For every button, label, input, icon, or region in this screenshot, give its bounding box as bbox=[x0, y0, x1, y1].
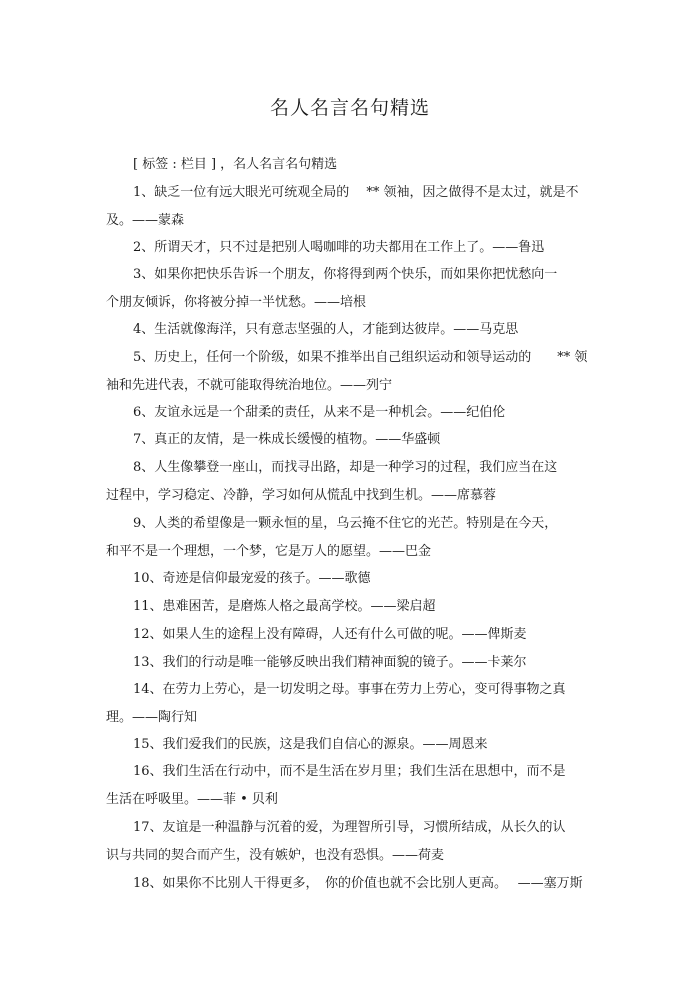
quote-6: 6、友谊永远是一个甜柔的责任，从来不是一种机会。——纪伯伦 bbox=[133, 405, 506, 420]
quote-3-line-1: 3、如果你把快乐告诉一个朋友，你将得到两个快乐，而如果你把忧愁向一 bbox=[133, 267, 558, 282]
quote-7: 7、真正的友情，是一株成长缓慢的植物。——华盛顿 bbox=[133, 432, 441, 447]
quote-18: 18、如果你不比别人干得更多， 你的价值也就不会比别人更高。 ——塞万斯 bbox=[133, 876, 583, 891]
quote-16-line-2: 生活在呼吸里。——菲 • 贝利 bbox=[106, 792, 278, 807]
quote-5-line-2: 袖和先进代表，不就可能取得统治地位。——列宁 bbox=[106, 378, 393, 393]
quote-10: 10、奇迹是信仰最宠爱的孩子。——歌德 bbox=[133, 571, 371, 586]
quote-17-line-2: 识与共同的契合而产生，没有嫉妒，也没有恐惧。——荷麦 bbox=[106, 848, 445, 863]
quote-1-line-2: 及。——蒙森 bbox=[106, 213, 185, 228]
quote-9-line-1: 9、人类的希望像是一颗永恒的星，乌云掩不住它的光芒。特别是在今天， bbox=[133, 516, 558, 531]
quote-11: 11、患难困苦，是磨炼人格之最高学校。——梁启超 bbox=[133, 599, 436, 614]
quote-4: 4、生活就像海洋，只有意志坚强的人，才能到达彼岸。——马克思 bbox=[133, 322, 519, 337]
quote-16-line-1: 16、我们生活在行动中，而不是生活在岁月里；我们生活在思想中，而不是 bbox=[133, 764, 566, 779]
quote-14-line-1: 14、在劳力上劳心，是一切发明之母。事事在劳力上劳心，变可得事物之真 bbox=[133, 682, 566, 697]
page-title: 名人名言名句精选 bbox=[269, 97, 430, 119]
quote-8-line-1: 8、人生像攀登一座山，而找寻出路，却是一种学习的过程，我们应当在这 bbox=[133, 460, 558, 475]
quote-13: 13、我们的行动是唯一能够反映出我们精神面貌的镜子。——卡莱尔 bbox=[133, 655, 527, 670]
quote-15: 15、我们爱我们的民族，这是我们自信心的源泉。——周恩来 bbox=[133, 737, 488, 752]
quote-2: 2、所谓天才，只不过是把别人喝咖啡的功夫都用在工作上了。——鲁迅 bbox=[133, 240, 545, 255]
quote-14-line-2: 理。——陶行知 bbox=[106, 710, 198, 725]
quote-9-line-2: 和平不是一个理想，一个梦，它是万人的愿望。——巴金 bbox=[106, 544, 432, 559]
quote-8-line-2: 过程中，学习稳定、冷静，学习如何从慌乱中找到生机。——席慕蓉 bbox=[106, 488, 497, 503]
quote-17-line-1: 17、友谊是一种温静与沉着的爱，为理智所引导，习惯所结成，从长久的认 bbox=[133, 820, 566, 835]
quote-3-line-2: 个朋友倾诉，你将被分掉一半忧愁。——培根 bbox=[106, 295, 367, 310]
quote-1-line-1: 1、缺乏一位有远大眼光可统观全局的 ** 领袖，因之做得不是太过，就是不 bbox=[133, 185, 579, 200]
tag-line: [ 标签 : 栏目 ] ，名人名言名句精选 bbox=[133, 157, 338, 172]
quote-5-line-1: 5、历史上，任何一个阶级，如果不推举出自己组织运动和领导运动的 ** 领 bbox=[133, 350, 588, 365]
quote-12: 12、如果人生的途程上没有障碍，人还有什么可做的呢。——俾斯麦 bbox=[133, 627, 527, 642]
